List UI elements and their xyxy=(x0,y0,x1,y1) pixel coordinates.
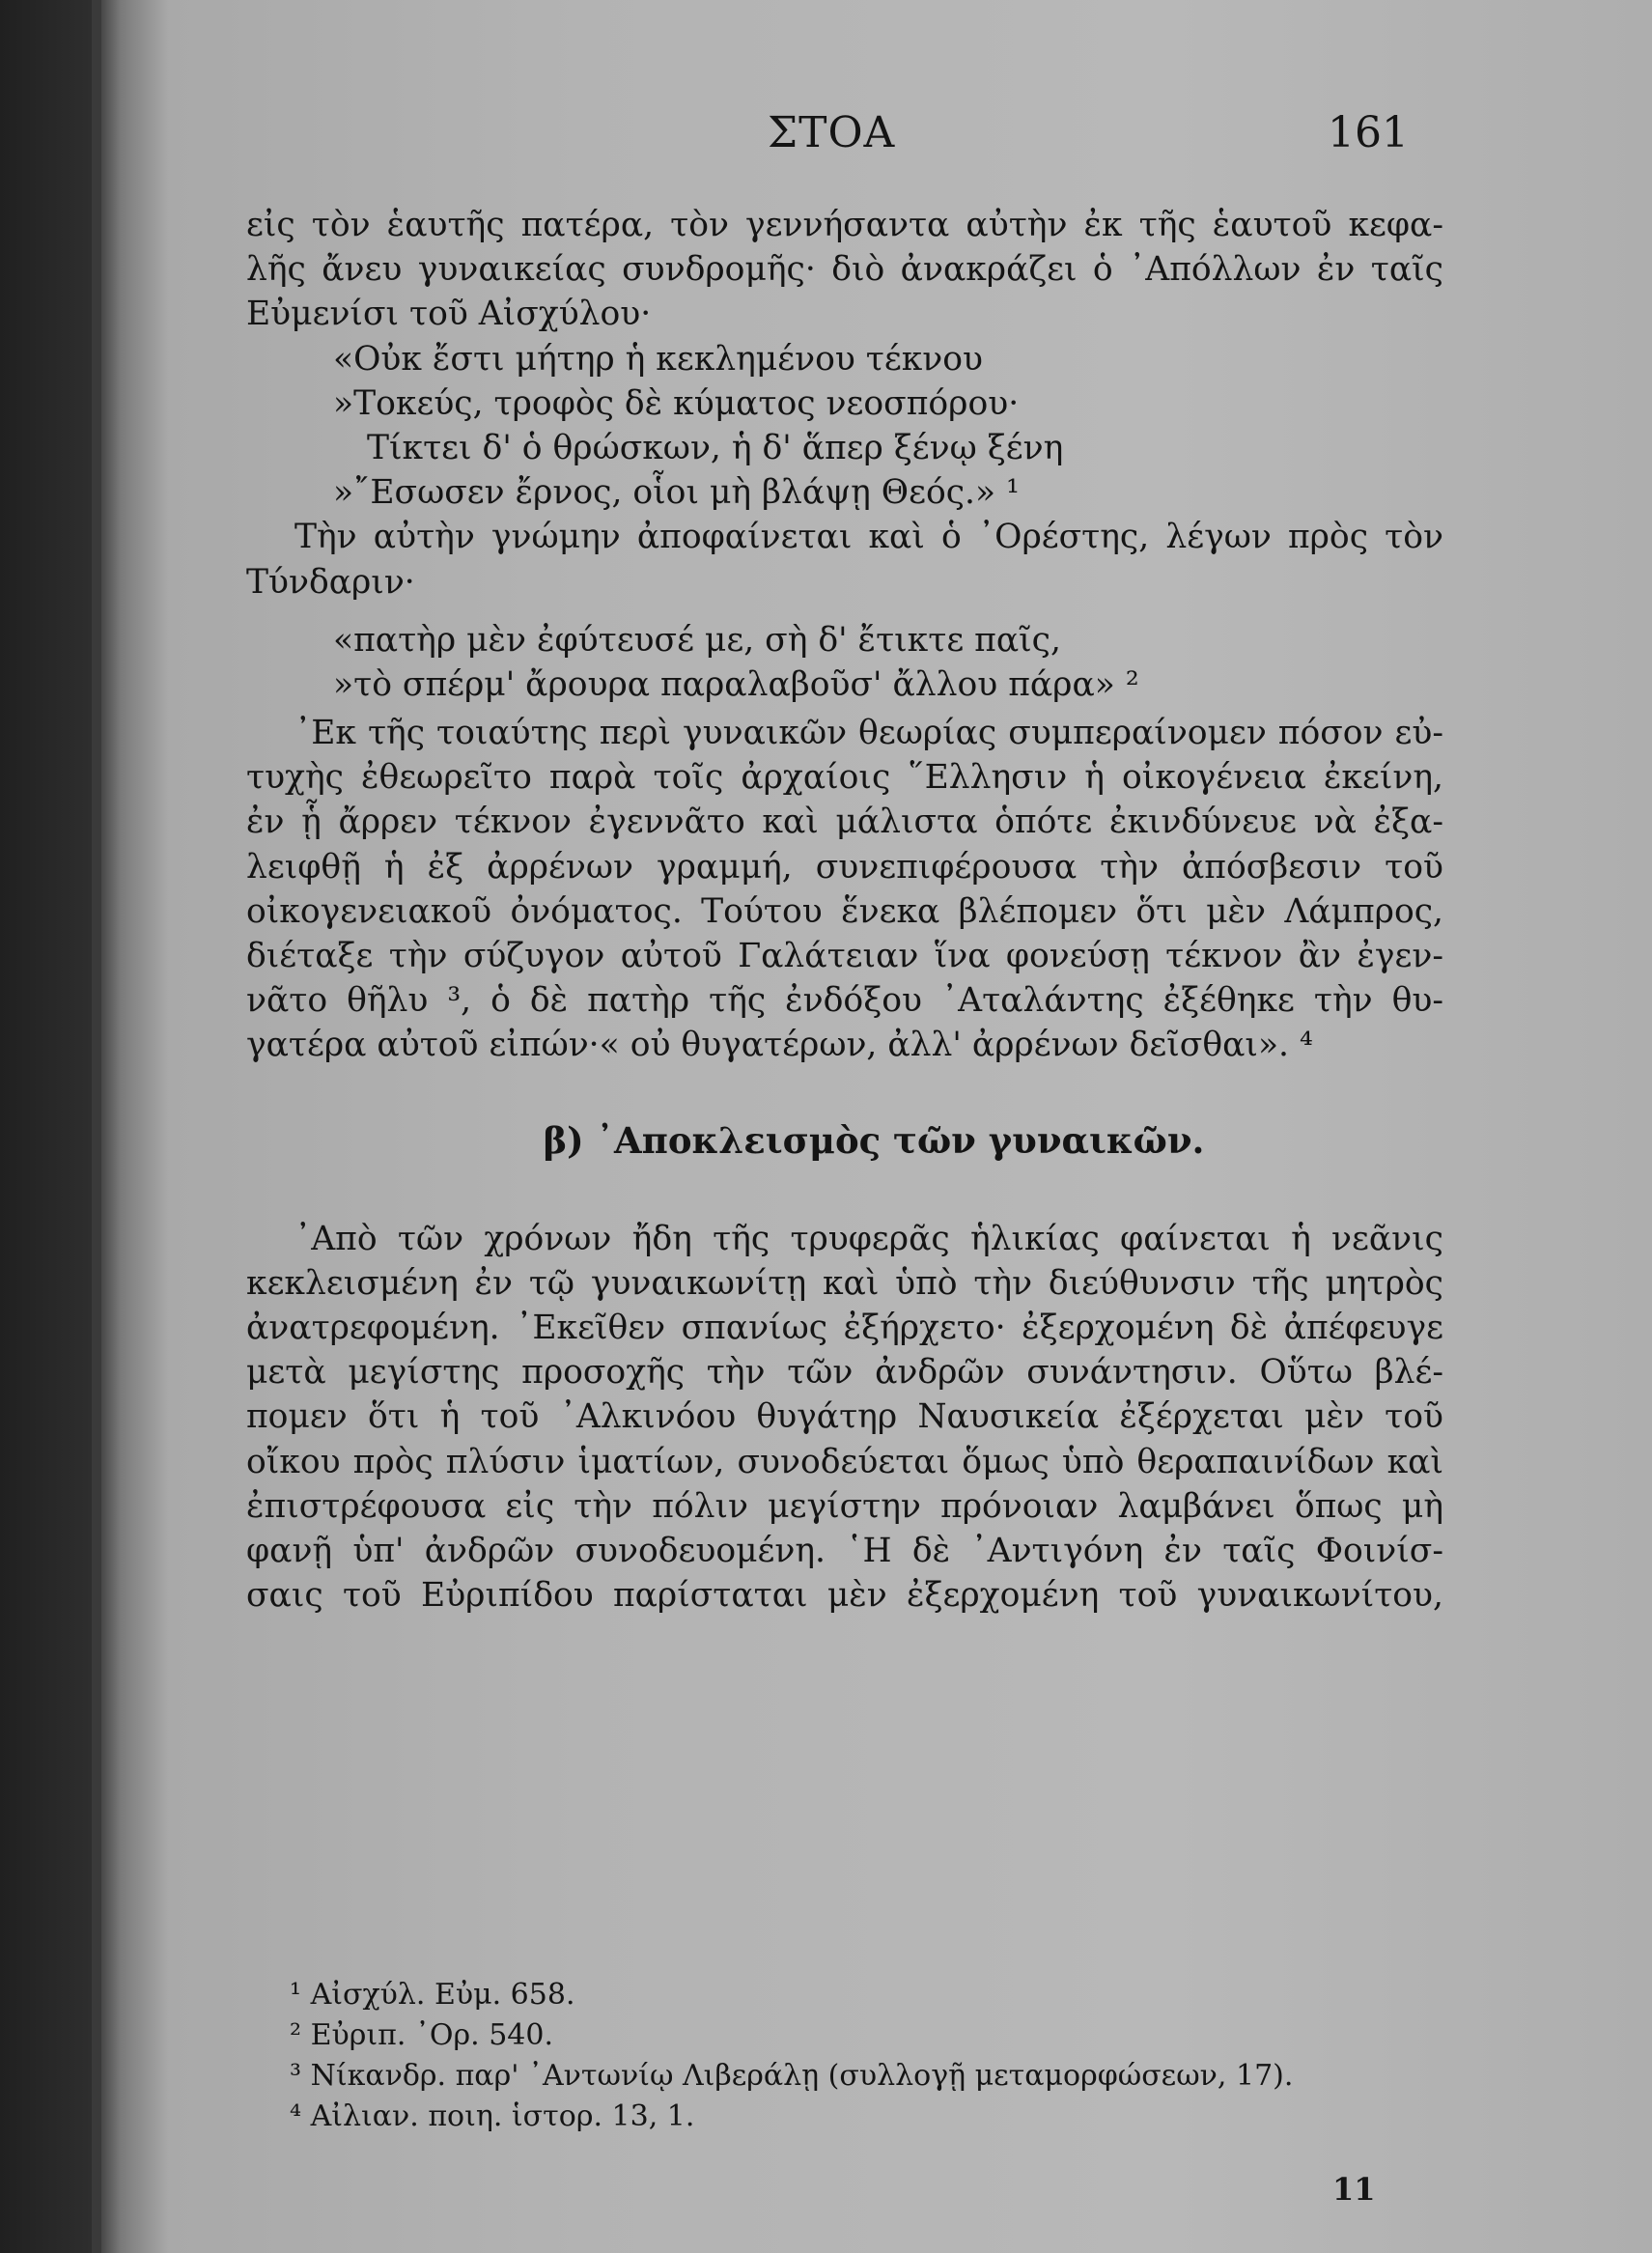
binding-gutter xyxy=(92,0,101,2253)
text-line: Εὐμενίσι τοῦ Αἰσχύλου· xyxy=(246,295,652,334)
verse-line: »῎Εσωσεν ἔρνος, οἷοι μὴ βλάψῃ Θεός.» ¹ xyxy=(333,473,1020,513)
footnote: ³ Νίκανδρ. παρ' ᾿Αντωνίῳ Λιβεράλῃ (συλλογῇ μεταμορφώσεων, 17). xyxy=(290,2059,1294,2093)
footnotes xyxy=(290,1975,1293,2137)
text-line: ἐν ᾗ ἄρρεν τέκνον ἐγεννᾶτο καὶ μάλιστα ὁπότε ἐκινδύνευε νὰ ἐξα- xyxy=(246,803,1443,842)
text-line: νᾶτο θῆλυ ³, ὁ δὲ πατὴρ τῆς ἐνδόξου ᾿Αταλάντης ἐξέθηκε τὴν θυ- xyxy=(246,981,1443,1021)
text-line: γατέρα αὐτοῦ εἰπών·« οὐ θυγατέρων, ἀλλ' ἀρρένων δεῖσθαι». ⁴ xyxy=(246,1026,1313,1065)
running-title: ΣΤΟΑ xyxy=(768,108,896,157)
verse-line: Τίκτει δ' ὁ θρώσκων, ἡ δ' ἅπερ ξένῳ ξένη xyxy=(367,428,1064,467)
text-line: λειφθῇ ἡ ἐξ ἀρρένων γραμμή, συνεπιφέρουσα τὴν ἀπόσβεσιν τοῦ xyxy=(246,847,1443,887)
page-body xyxy=(246,203,1443,1618)
text-line: Τὴν αὐτὴν γνώμην ἀποφαίνεται καὶ ὁ ᾿Ορέστης, λέγων πρὸς τὸν xyxy=(294,518,1443,557)
page-number: 161 xyxy=(1328,108,1409,157)
text-line: κεκλεισμένη ἐν τῷ γυναικωνίτῃ καὶ ὑπὸ τὴν διεύθυνσιν τῆς μητρὸς xyxy=(246,1263,1443,1303)
text-line: σαις τοῦ Εὐριπίδου παρίσταται μὲν ἐξερχομένη τοῦ γυναικωνίτου, xyxy=(246,1576,1443,1616)
page-header xyxy=(0,108,1652,166)
verse-line: »Τοκεύς, τροφὸς δὲ κύματος νεοσπόρου· xyxy=(333,383,1020,423)
text-line: διέταξε τὴν σύζυγον αὐτοῦ Γαλάτειαν ἵνα φονεύσῃ τέκνον ἂν ἐγεν- xyxy=(246,937,1443,975)
text-line: εἰς τὸν ἑαυτῆς πατέρα, τὸν γεννήσαντα αὐτὴν ἐκ τῆς ἑαυτοῦ κεφα- xyxy=(246,206,1443,244)
text-line: ἀνατρεφομένη. ᾿Εκεῖθεν σπανίως ἐξήρχετο· ἐξερχομένη δὲ ἀπέφευγε xyxy=(246,1308,1443,1347)
verse-line: »τὸ σπέρμ' ἄρουρα παραλαβοῦσ' ἄλλου πάρα» ² xyxy=(333,664,1139,704)
text-line: ᾿Απὸ τῶν χρόνων ἤδη τῆς τρυφερᾶς ἡλικίας φαίνεται ἡ νεᾶνις xyxy=(294,1219,1443,1258)
text-line: λῆς ἄνευ γυναικείας συνδρομῆς· διὸ ἀνακράζει ὁ ᾿Απόλλων ἐν ταῖς xyxy=(246,250,1443,290)
text-line: τυχὴς ἐθεωρεῖτο παρὰ τοῖς ἀρχαίοις ῞Ελλησιν ἡ οἰκογένεια ἐκείνη, xyxy=(246,758,1443,798)
text-line: φανῇ ὑπ' ἀνδρῶν συνοδευομένη. ῾Η δὲ ᾿Αντιγόνη ἐν ταῖς Φοινίσ- xyxy=(246,1531,1443,1570)
text-line: ἐπιστρέφουσα εἰς τὴν πόλιν μεγίστην πρόνοιαν λαμβάνει ὅπως μὴ xyxy=(246,1486,1443,1526)
text-line: οἴκου πρὸς πλύσιν ἱματίων, συνοδεύεται ὅμως ὑπὸ θεραπαινίδων καὶ xyxy=(246,1442,1443,1481)
verse-line: «πατὴρ μὲν ἐφύτευσέ με, σὴ δ' ἔτικτε παῖς, xyxy=(333,620,1061,660)
footnote: ¹ Αἰσχύλ. Εὐμ. 658. xyxy=(290,1978,575,2012)
signature-mark: 11 xyxy=(1332,2171,1376,2208)
section-heading: β) ᾿Αποκλεισμὸς τῶν γυναικῶν. xyxy=(543,1118,1205,1162)
text-line: Τύνδαριν· xyxy=(246,562,415,602)
text-line: ᾿Εκ τῆς τοιαύτης περὶ γυναικῶν θεωρίας συμπεραίνομεν πόσον εὐ- xyxy=(294,714,1443,753)
text-line: μετὰ μεγίστης προσοχῆς τὴν τῶν ἀνδρῶν συνάντησιν. Οὕτω βλέ- xyxy=(246,1353,1443,1393)
text-line: πομεν ὅτι ἡ τοῦ ᾿Αλκινόου θυγάτηρ Ναυσικεία ἐξέρχεται μὲν τοῦ xyxy=(246,1397,1443,1437)
footnote: ² Εὐριπ. ᾿Ορ. 540. xyxy=(290,2018,553,2052)
text-line: οἰκογενειακοῦ ὀνόματος. Τούτου ἕνεκα βλέπομεν ὅτι μὲν Λάμπρος, xyxy=(246,891,1443,931)
verse-line: «Οὐκ ἔστι μήτηρ ἡ κεκλημένου τέκνου xyxy=(333,339,984,379)
footnote: ⁴ Αἰλιαν. ποιη. ἱστορ. 13, 1. xyxy=(290,2099,695,2133)
